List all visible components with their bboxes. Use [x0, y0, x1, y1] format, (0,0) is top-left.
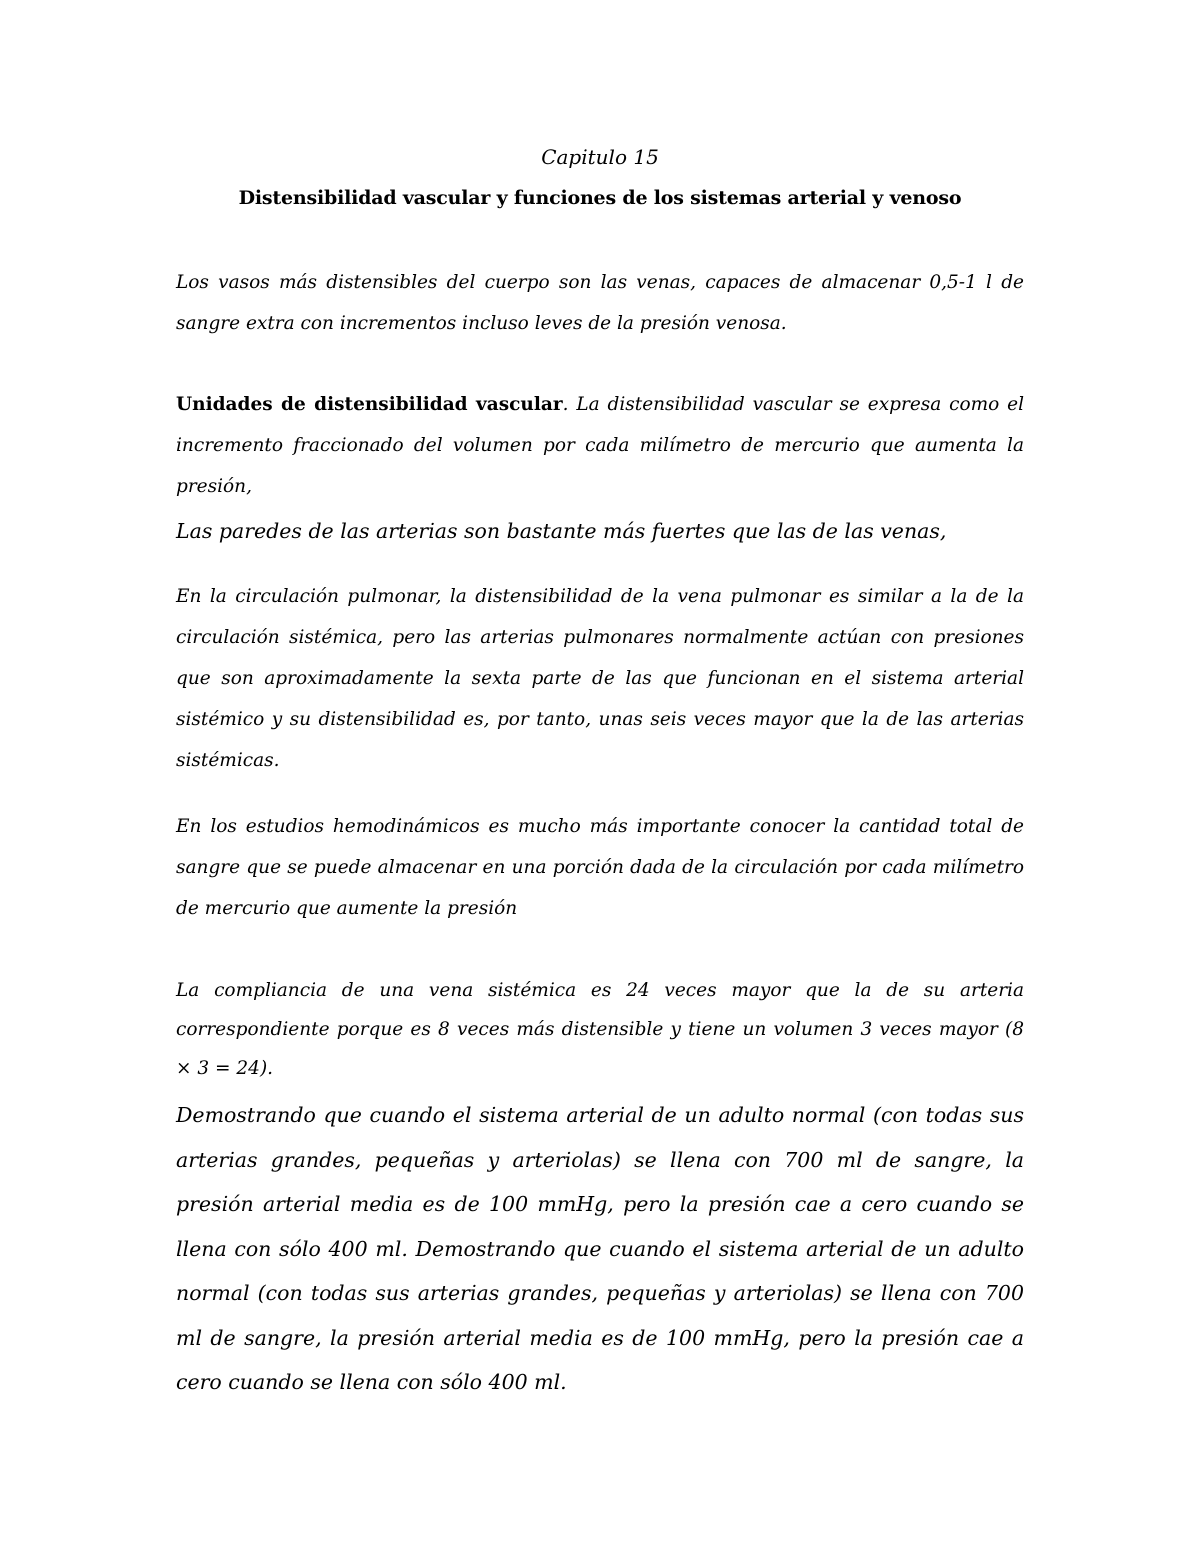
paragraph-estudios-hemodinamicos: En los estudios hemodinámicos es mucho más importante conocer la cantidad total de sangre que se puede almacenar en una porción dada de la circulación por cada milímetro de mercurio que aumente la presión	[176, 816, 1024, 919]
paragraph-venas: Los vasos más distensibles del cuerpo son las venas, capaces de almacenar 0,5-1 l de sangre extra con incrementos incluso leves de la presión venosa.	[176, 272, 1024, 334]
paragraph-demostrando: Demostrando que cuando el sistema arterial de un adulto normal (con todas sus arterias grandes, pequeñas y arteriolas) se llena con 700 ml de sangre, la presión arterial media es de 100 mmHg, pero la presión cae a cero cuando se llena con sólo 400 ml. Demostrando que cuando el sistema arterial de un adulto normal (con todas sus arterias grandes, pequeñas y arteriolas) se llena con 700 ml de sangre, la presión arterial media es de 100 mmHg, pero la presión cae a cero cuando se llena con sólo 400 ml.	[176, 1103, 1024, 1394]
paragraph-compliancia: La compliancia de una vena sistémica es 24 veces mayor que la de su arteria correspondiente porque es 8 veces más distensible y tiene un volumen 3 veces mayor (8 × 3 = 24).	[176, 980, 1024, 1079]
paragraph-lead: Unidades de distensibilidad vascular	[176, 394, 563, 415]
paragraph-unidades	[176, 384, 1024, 507]
chapter-heading: Capitulo 15	[541, 145, 659, 169]
paragraph-body: . La distensibilidad vascular se expresa como el incremento fraccionado del volumen por cada milímetro de mercurio que aumenta la presión,	[176, 394, 1024, 497]
document-title: Distensibilidad vascular y funciones de los sistemas arterial y venoso	[238, 187, 962, 209]
paragraph-circulacion-pulmonar: En la circulación pulmonar, la distensibilidad de la vena pulmonar es similar a la de la circulación sistémica, pero las arterias pulmonares normalmente actúan con presiones que son aproximadamente la sexta parte de las que funcionan en el sistema arterial sistémico y su distensibilidad es, por tanto, unas seis veces mayor que la de las arterias sistémicas.	[176, 586, 1024, 771]
paragraph-arterias: Las paredes de las arterias son bastante más fuertes que las de las venas,	[176, 519, 947, 543]
